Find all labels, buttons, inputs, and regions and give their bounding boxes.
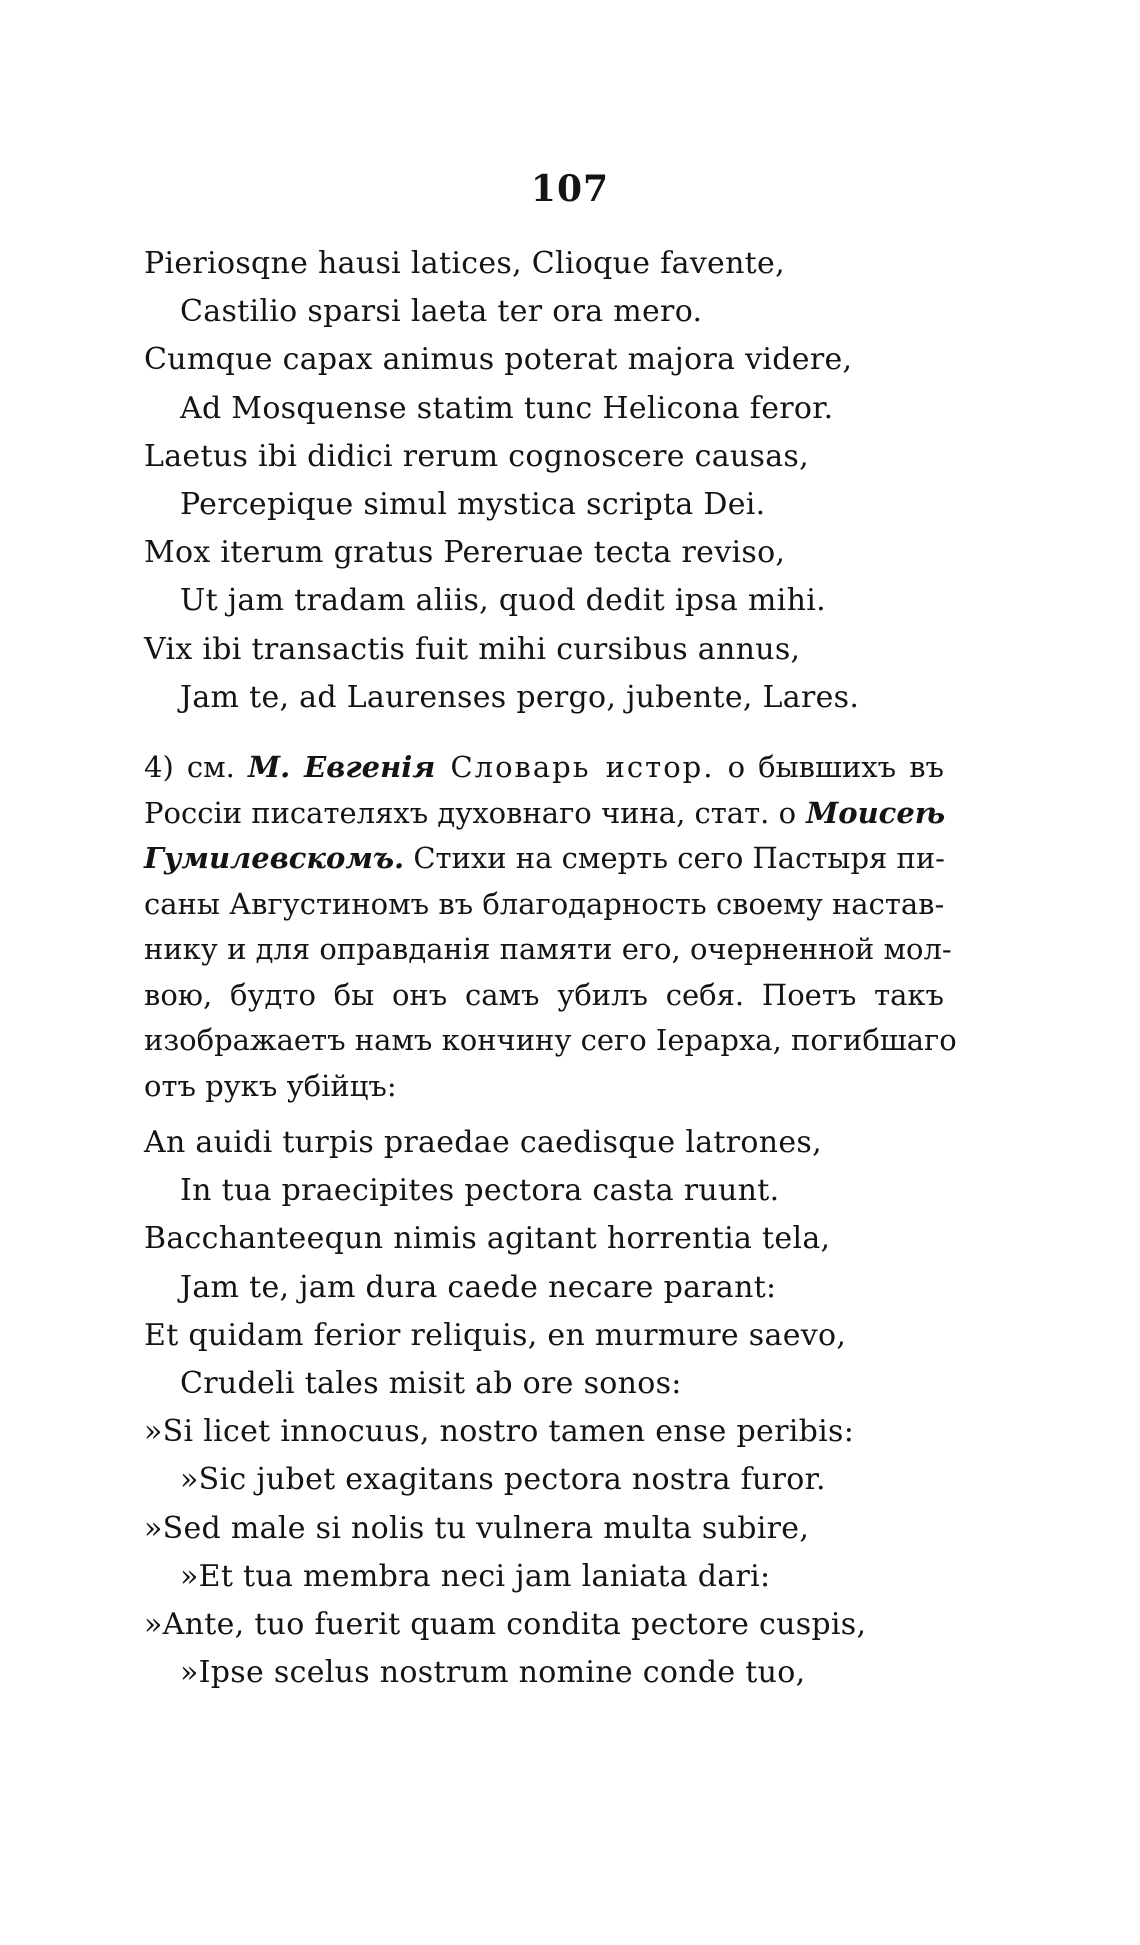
verse-line: Jam te, jam dura caede necare parant: — [180, 1269, 777, 1305]
verse-line: »Ante, tuo fuerit quam condita pectore cuspis, — [144, 1606, 867, 1642]
verse-line: An auidi turpis praedae caedisque latrones, — [144, 1125, 822, 1160]
footnote-line — [144, 836, 944, 882]
verse-line: Laetus ibi didici rerum cognoscere causas, — [144, 438, 809, 474]
verse-block-1 — [144, 240, 859, 722]
verse-line: Et quidam ferior reliquis, en murmure saevo, — [144, 1317, 847, 1353]
footnote-line: вою, будто бы онъ самъ убилъ себя. Поетъ такъ — [144, 977, 944, 1012]
footnote-line: отъ рукъ убійцъ: — [144, 1068, 397, 1103]
verse-line: Ad Mosquense statim tunc Helicona feror. — [180, 390, 834, 426]
verse-line: Cumque capax animus poterat majora videre, — [144, 342, 853, 378]
verse-line: »Sed male si nolis tu vulnera multa subire, — [144, 1510, 810, 1546]
footnote-line: нику и для оправданія памяти его, очерненной мол- — [144, 932, 952, 966]
verse-line: Vix ibi transactis fuit mihi cursibus annus, — [144, 631, 801, 667]
footnote-text: Стихи на смерть сего Пастыря пи- — [404, 841, 945, 875]
verse-line: Jam te, ad Laurenses pergo, jubente, Lares. — [180, 679, 860, 715]
footnote-line: изображаетъ намъ кончину сего Іерарха, погибшаго — [144, 1023, 957, 1057]
author-name: М. Евгенія — [248, 750, 436, 784]
footnote-line — [144, 791, 944, 837]
footnote-text: о бывшихъ въ — [714, 750, 944, 784]
verse-line: Pieriosqne hausi latices, Clioque favente, — [144, 246, 785, 281]
verse-line: Ut jam tradam aliis, quod dedit ipsa mihi. — [180, 583, 826, 619]
verse-line: »Et tua membra neci jam laniata dari: — [180, 1558, 771, 1594]
verse-line: »Sic jubet exagitans pectora nostra furor. — [180, 1462, 826, 1498]
footnote-line: саны Августиномъ въ благодарность своему настав- — [144, 886, 945, 921]
page-number: 107 — [530, 168, 610, 210]
verse-line: »Ipse scelus nostrum nomine conde tuo, — [180, 1655, 806, 1691]
subject-name: Моисеѣ — [796, 795, 946, 830]
verse-line: Castilio sparsi laeta ter ora mero. — [180, 294, 703, 330]
verse-line: In tua praecipites pectora casta ruunt. — [180, 1173, 780, 1209]
footnote — [144, 745, 957, 1109]
verse-line: Bacchanteequn nimis agitant horrentia tela, — [144, 1221, 831, 1257]
verse-line: Crudeli tales misit ab ore sonos: — [180, 1365, 682, 1401]
verse-line: »Si licet innocuus, nostro tamen ense peribis: — [144, 1414, 855, 1450]
footnote-text: Россіи писателяхъ духовнаго чина, стат. о — [144, 795, 797, 830]
subject-surname: Гумилевскомъ. — [144, 841, 405, 875]
verse-block-2 — [144, 1119, 866, 1697]
footnote-line — [144, 745, 944, 791]
verse-line: Mox iterum gratus Pereruae tecta reviso, — [144, 535, 786, 571]
footnote-marker: 4) см. — [144, 750, 248, 784]
verse-line: Percepique simul mystica scripta Dei. — [180, 486, 766, 522]
dictionary-title: Словарь истор. — [435, 750, 715, 784]
